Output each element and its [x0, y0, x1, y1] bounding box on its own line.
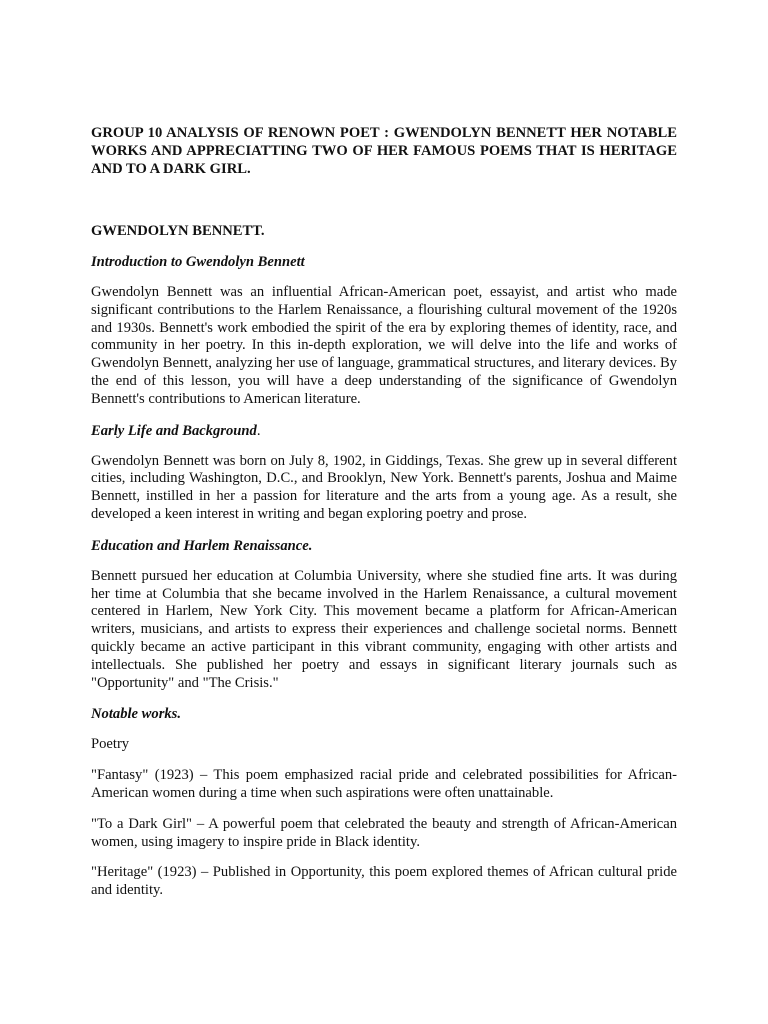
paragraph-early-life: Gwendolyn Bennett was born on July 8, 1902, in Giddings, Texas. She grew up in several different cities, including Washington, D.C., and Brooklyn, New York. Bennett's parents, Joshua and Maime Bennett, instilled in her a passion for literature and the arts from a young age. As a result, she developed a keen interest in writing and began exploring poetry and prose.	[91, 452, 677, 522]
section-heading-early-life	[91, 422, 677, 440]
work-item-to-a-dark-girl: "To a Dark Girl" – A powerful poem that celebrated the beauty and strength of African-American women, using imagery to inspire pride in Black identity.	[91, 815, 677, 850]
paragraph-education: Bennett pursued her education at Columbia University, where she studied fine arts. It was during her time at Columbia that she became involved in the Harlem Renaissance, a cultural movement centered in Harlem, New York City. This movement became a platform for African-American writers, musicians, and artists to express their experiences and challenge societal norms. Bennett quickly became an active participant in this vibrant community, engaging with other artists and intellectuals. She published her poetry and essays in significant literary journals such as "Opportunity" and "The Crisis."	[91, 567, 677, 691]
paragraph-introduction: Gwendolyn Bennett was an influential African-American poet, essayist, and artist who made significant contributions to the Harlem Renaissance, a flourishing cultural movement of the 1920s and 1930s. Bennett's work embodied the spirit of the era by exploring themes of identity, race, and community in her poetry. In this in-depth exploration, we will delve into the life and works of Gwendolyn Bennett, analyzing her use of language, grammatical structures, and literary devices. By the end of this lesson, you will have a deep understanding of the significance of Gwendolyn Bennett's contributions to American literature.	[91, 284, 677, 407]
document-body	[91, 124, 677, 900]
document-title: GROUP 10 ANALYSIS OF RENOWN POET : GWENDOLYN BENNETT HER NOTABLE WORKS AND APPRECIATTING TWO OF HER FAMOUS POEMS THAT IS HERITAGE AND TO A DARK GIRL.	[91, 125, 677, 177]
section-heading-notable-works: Notable works.	[91, 706, 181, 723]
poetry-label: Poetry	[91, 736, 130, 753]
early-life-heading-text: Early Life and Background	[91, 422, 257, 439]
section-heading-introduction: Introduction to Gwendolyn Bennett	[91, 254, 305, 270]
work-item-heritage: "Heritage" (1923) – Published in Opportunity, this poem explored themes of African cultural pride and identity.	[91, 864, 677, 899]
section-heading-education: Education and Harlem Renaissance.	[91, 537, 313, 554]
section-heading-poet-name: GWENDOLYN BENNETT.	[91, 223, 265, 239]
work-item-fantasy: "Fantasy" (1923) – This poem emphasized racial pride and celebrated possibilities for African-American women during a time when such aspirations were often unattainable.	[91, 767, 677, 801]
early-life-heading-period: .	[256, 422, 261, 439]
